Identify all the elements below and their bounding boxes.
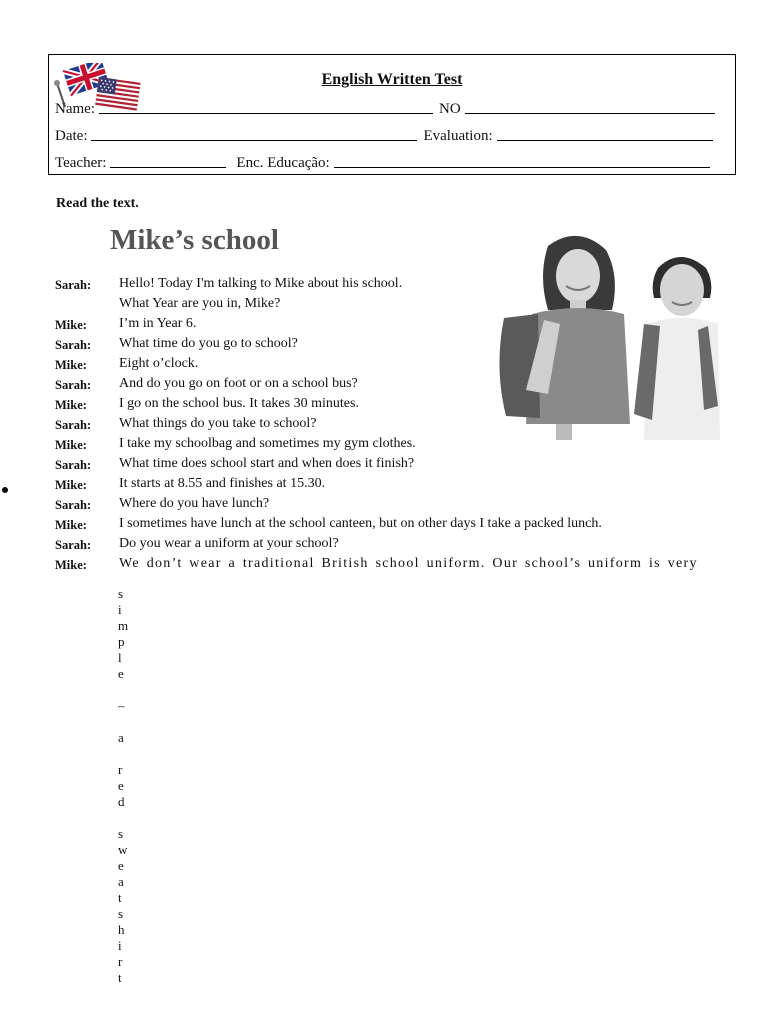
evaluation-label: Evaluation: [423,128,493,144]
dialogue-line [55,556,735,576]
vertical-char: e [118,778,124,793]
dialogue-text: What time does school start and when does it finish? [119,456,415,471]
name-field[interactable] [99,112,433,114]
vertical-char: e [118,666,124,681]
enc-educacao-field[interactable] [334,166,710,168]
vertical-char: d [118,794,125,809]
dialogue-line [55,376,735,396]
vertical-char [118,810,132,826]
speaker-label: Sarah: [55,418,92,432]
name-row [55,101,727,118]
teacher-label: Teacher: [55,155,107,171]
vertical-char: s [118,586,124,601]
dialogue [55,276,735,576]
vertical-char: e [118,858,124,873]
dialogue-text: We don’t wear a traditional British school uniform. Our school’s uniform is very [119,556,698,571]
dialogue-line [55,296,735,316]
date-label: Date: [55,128,88,144]
vertical-char [118,746,132,762]
dialogue-line [55,456,735,476]
dialogue-text: And do you go on foot or on a school bus? [119,376,358,391]
instruction: Read the text. [56,196,139,211]
dialogue-line [55,276,735,296]
vertical-char: r [118,954,123,969]
dialogue-text: Eight o’clock. [119,356,199,371]
speaker-label: Mike: [55,358,87,372]
dialogue-line [55,336,735,356]
dialogue-text: Where do you have lunch? [119,496,270,511]
vertical-char: t [118,970,122,985]
speaker-label: Sarah: [55,498,92,512]
dialogue-text: What Year are you in, Mike? [119,296,281,311]
speaker-label: Mike: [55,438,87,452]
vertical-char [118,714,132,730]
no-field[interactable] [465,112,715,114]
name-label: Name: [55,101,95,117]
vertical-char: p [118,634,125,649]
dialogue-line [55,496,735,516]
story-title: Mike’s school [110,224,279,256]
teacher-field[interactable] [110,166,226,168]
test-title: English Written Test [321,71,463,88]
vertical-char: a [118,730,124,745]
date-field[interactable] [91,139,417,141]
dialogue-text: What time do you go to school? [119,336,298,351]
dialogue-line [55,316,735,336]
dialogue-line [55,436,735,456]
speaker-label: Mike: [55,518,87,532]
dialogue-text: I sometimes have lunch at the school canteen, but on other days I take a packed lunch. [119,516,602,531]
vertical-char: h [118,922,125,937]
vertical-char: w [118,842,128,857]
vertical-char: a [118,874,124,889]
dialogue-line [55,356,735,376]
vertical-char [118,682,132,698]
date-row [55,128,727,145]
speaker-label: Mike: [55,478,87,492]
speaker-label: Mike: [55,398,87,412]
dialogue-line [55,396,735,416]
dialogue-text: What things do you take to school? [119,416,317,431]
dialogue-line [55,416,735,436]
vertical-char: s [118,906,124,921]
dialogue-line [55,476,735,496]
dialogue-line [55,536,735,556]
dialogue-text: I’m in Year 6. [119,316,197,331]
speaker-label: Sarah: [55,278,92,292]
header-box [48,54,736,175]
dialogue-text: It starts at 8.55 and finishes at 15.30. [119,476,326,491]
dialogue-text: I take my schoolbag and sometimes my gym clothes. [119,436,416,451]
evaluation-field[interactable] [497,139,713,141]
speaker-label: Mike: [55,318,87,332]
dialogue-text: Do you wear a uniform at your school? [119,536,339,551]
no-label: NO [438,101,461,117]
vertical-char: l [118,650,122,665]
vertical-char: i [118,602,122,617]
vertical-char: i [118,938,122,953]
vertical-char: t [118,890,122,905]
speaker-label: Sarah: [55,338,92,352]
speaker-label: Sarah: [55,538,92,552]
bullet-dot [2,487,8,493]
dialogue-line [55,516,735,536]
vertical-char: – [118,698,125,713]
speaker-label: Sarah: [55,378,92,392]
dialogue-text: Hello! Today I'm talking to Mike about his school. [119,276,403,291]
vertical-char: r [118,762,123,777]
enc-educacao-label: Enc. Educação: [236,155,330,171]
speaker-label: Mike: [55,558,87,572]
vertical-text [118,586,132,986]
teacher-row [55,155,727,172]
vertical-char: s [118,826,124,841]
dialogue-text: I go on the school bus. It takes 30 minutes. [119,396,359,411]
speaker-label: Sarah: [55,458,92,472]
vertical-char: m [118,618,129,633]
